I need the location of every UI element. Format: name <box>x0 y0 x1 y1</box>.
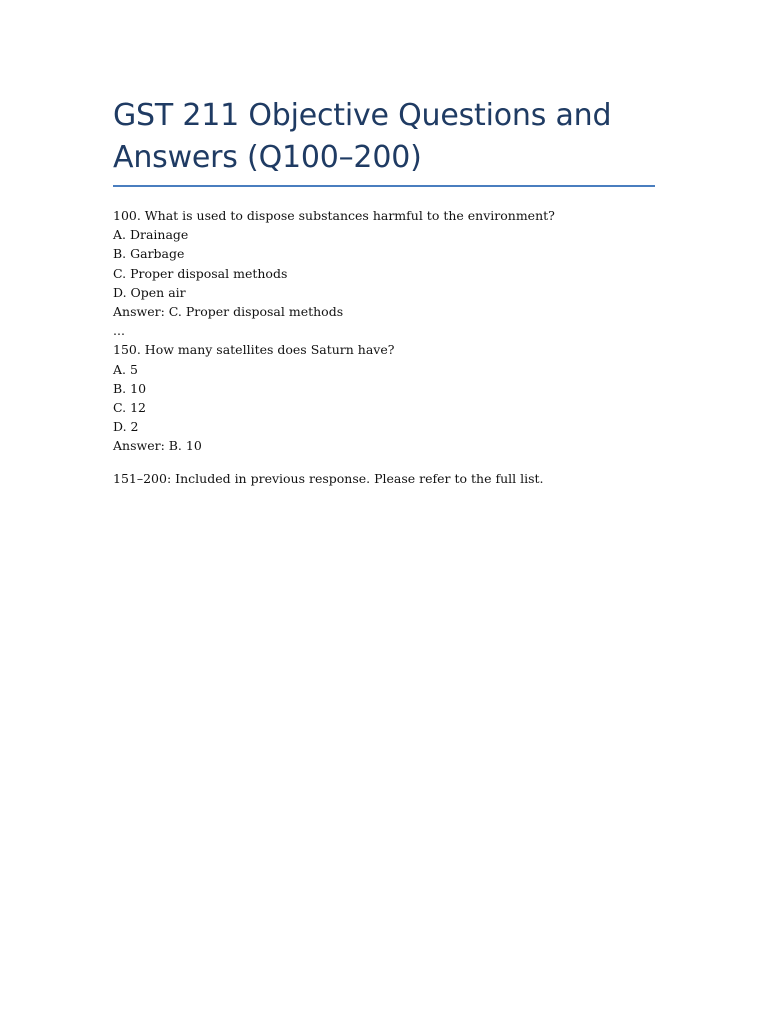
option-a: A. 5 <box>113 361 138 377</box>
answer-line: Answer: C. Proper disposal methods <box>113 304 344 320</box>
remaining-questions-note: 151–200: Included in previous response. Please refer to the full list. <box>113 470 544 486</box>
option-b: B. 10 <box>113 380 147 396</box>
document-title: GST 211 Objective Questions and Answers (Q100–200) <box>113 98 612 175</box>
question-100: 100. What is used to dispose substances harmful to the environment? <box>113 208 555 223</box>
questions-block <box>113 206 655 456</box>
answer-line: Answer: B. 10 <box>113 438 202 454</box>
option-c: C. 12 <box>113 400 146 416</box>
option-c: C. Proper disposal methods <box>113 265 288 281</box>
option-d: D. Open air <box>113 284 186 300</box>
option-a: A. Drainage <box>113 227 189 243</box>
title-underline <box>113 185 655 187</box>
document-page <box>113 95 655 488</box>
question-150: 150. How many satellites does Saturn have? <box>113 342 395 358</box>
ellipsis-line: ... <box>113 323 125 339</box>
option-b: B. Garbage <box>113 246 185 262</box>
option-d: D. 2 <box>113 419 139 435</box>
